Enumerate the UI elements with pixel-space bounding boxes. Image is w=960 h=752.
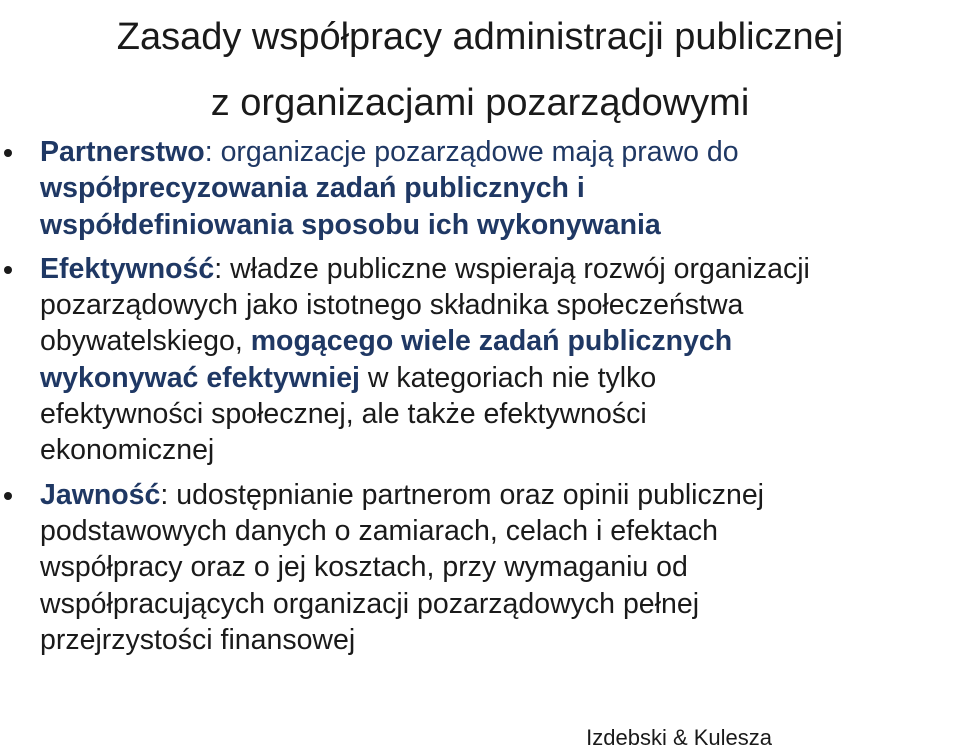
bullet-line: współprecyzowania zadań publicznych i: [40, 172, 585, 205]
bullet-dot-icon: [4, 149, 12, 157]
bullet-text: w kategoriach nie tylko: [359, 361, 657, 394]
bullet-line: [40, 134, 940, 170]
bullet-line: efektywności społecznej, ale także efektywności: [40, 398, 647, 431]
bullet-partnerstwo: [0, 134, 940, 243]
bullet-emphasis: mogącego wiele zadań publicznych: [250, 325, 733, 358]
bullet-dot-icon: [4, 266, 12, 274]
bullet-line: [40, 477, 940, 513]
bullet-text: organizacje pozarządowe mają prawo do: [220, 136, 739, 168]
bullet-line: współpracujących organizacji pozarządowych pełnej: [40, 587, 700, 620]
bullet-line: współpracy oraz o jej kosztach, przy wymaganiu od: [40, 551, 688, 584]
title-line-1: Zasady współpracy administracji publicznej: [116, 16, 844, 58]
bullet-term: Partnerstwo: [40, 136, 205, 168]
bullet-line: ekonomicznej: [40, 434, 215, 467]
bullet-text: obywatelskiego,: [40, 325, 251, 358]
bullet-line: [40, 251, 940, 287]
footer-authors: Izdebski & Kulesza: [586, 725, 772, 750]
bullet-separator: :: [204, 136, 221, 168]
bullet-term: Efektywność: [40, 252, 215, 285]
bullet-line: współdefiniowania sposobu ich wykonywania: [40, 208, 661, 241]
bullet-separator: :: [160, 478, 177, 511]
bullet-line: przejrzystości finansowej: [40, 623, 356, 656]
bullet-dot-icon: [4, 492, 12, 500]
bullet-term: Jawność: [40, 478, 161, 511]
bullet-efektywnosc: [0, 251, 940, 469]
bullet-text: udostępnianie partnerom oraz opinii publicznej: [176, 478, 765, 511]
bullet-line: [40, 323, 940, 359]
bullet-jawnosc: [0, 477, 940, 658]
bullet-list: [0, 134, 940, 661]
bullet-line: pozarządowych jako istotnego składnika społeczeństwa: [40, 289, 744, 322]
bullet-text: władze publiczne wspierają rozwój organizacji: [230, 252, 810, 285]
bullet-emphasis: wykonywać efektywniej: [40, 361, 360, 394]
title-line-2: z organizacjami pozarządowymi: [210, 82, 750, 124]
bullet-line: podstawowych danych o zamiarach, celach i efektach: [40, 514, 719, 547]
bullet-separator: :: [214, 252, 231, 285]
bullet-line: [40, 360, 940, 396]
slide-title: [0, 4, 960, 136]
